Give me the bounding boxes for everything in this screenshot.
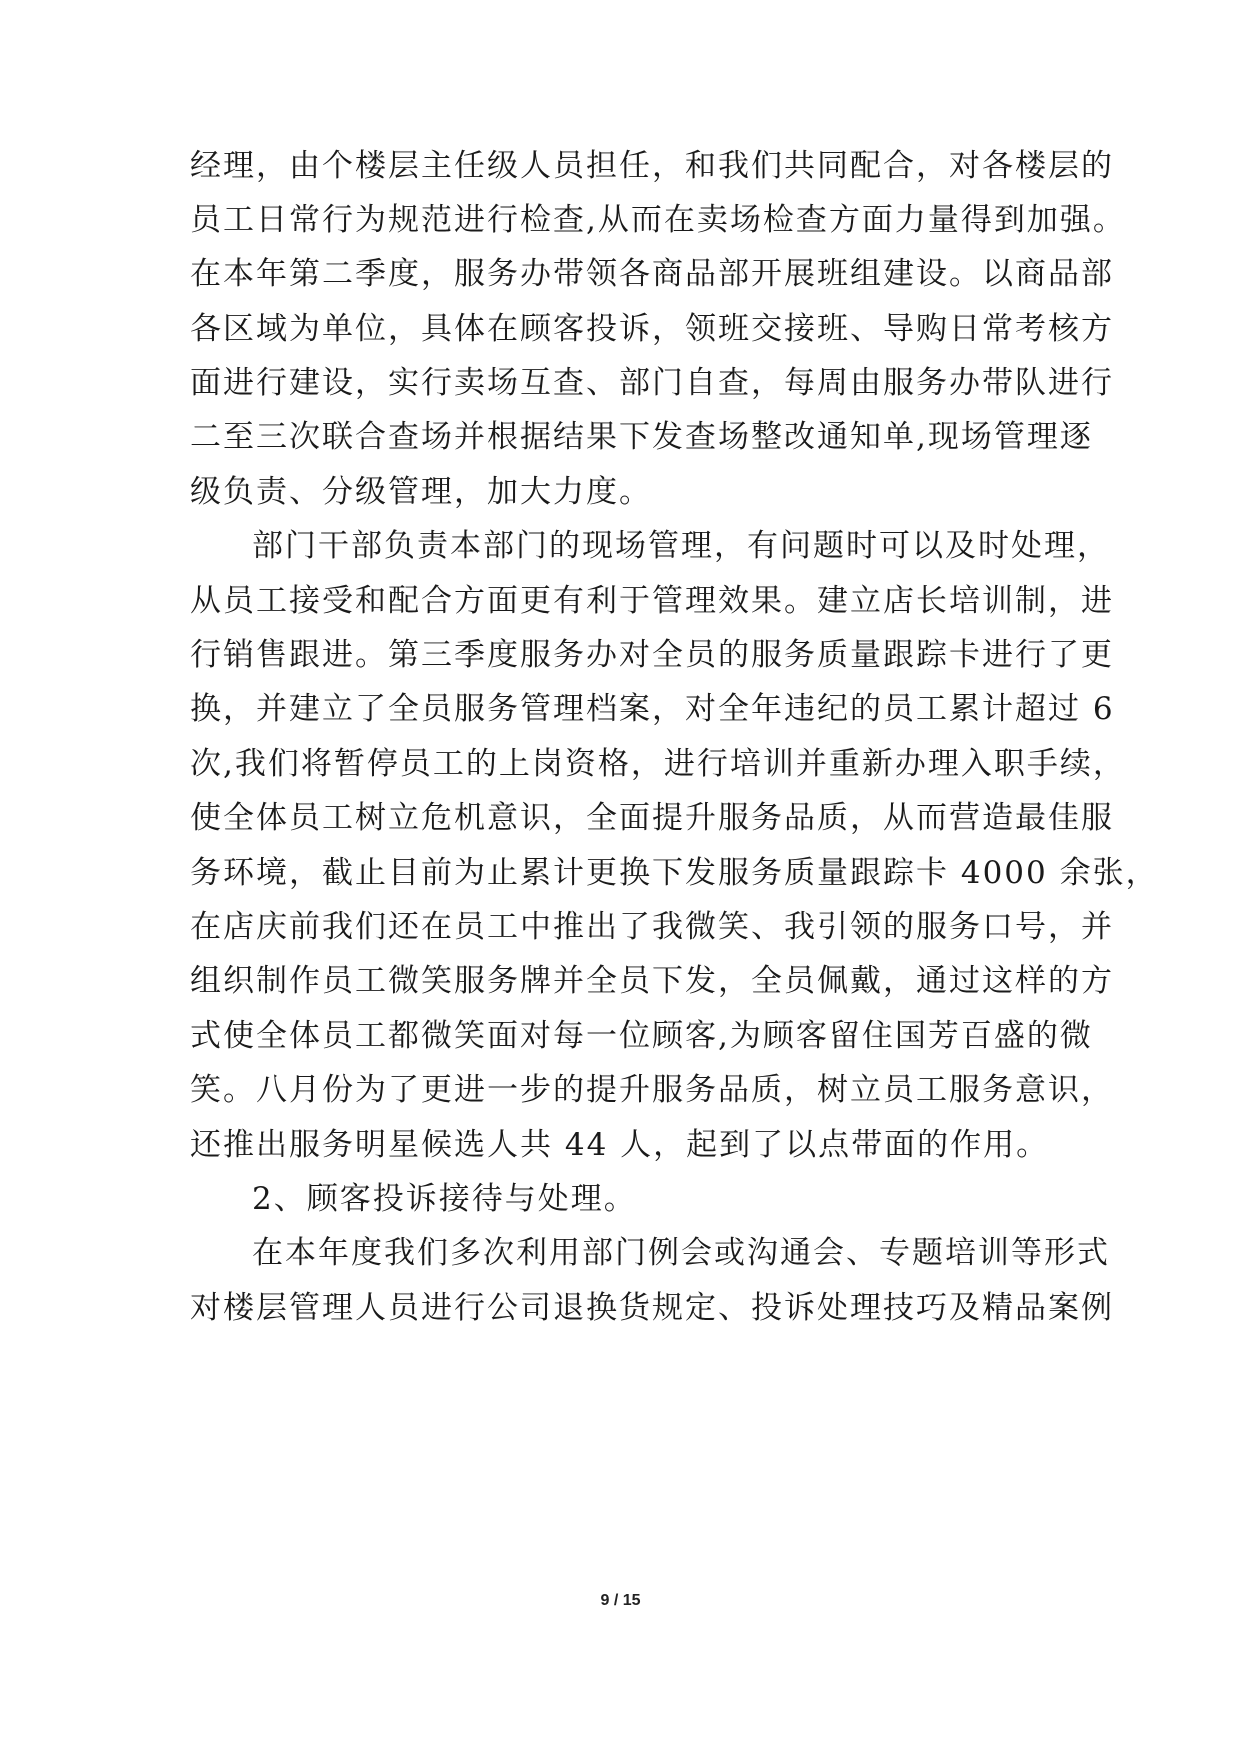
text-line: 组织制作员工微笑服务牌并全员下发，全员佩戴，通过这样的方 <box>190 963 1114 999</box>
text-line: 务环境，截止目前为止累计更换下发服务质量跟踪卡 4000 余张， <box>190 855 1159 891</box>
page-number: 9 / 15 <box>600 1592 641 1609</box>
text-line: 经理，由个楼层主任级人员担任，和我们共同配合，对各楼层的 <box>190 148 1114 184</box>
text-line: 在本年第二季度，服务办带领各商品部开展班组建设。以商品部 <box>190 256 1114 292</box>
text-line: 二至三次联合查场并根据结果下发查场整改通知单,现场管理逐 <box>190 419 1093 455</box>
text-line: 从员工接受和配合方面更有利于管理效果。建立店长培训制，进 <box>190 583 1114 619</box>
text-line: 各区域为单位，具体在顾客投诉，领班交接班、导购日常考核方 <box>190 311 1114 347</box>
text-line: 对楼层管理人员进行公司退换货规定、投诉处理技巧及精品案例 <box>190 1290 1114 1326</box>
text-line: 在店庆前我们还在员工中推出了我微笑、我引领的服务口号，并 <box>190 909 1114 945</box>
text-line: 级负责、分级管理，加大力度。 <box>190 474 652 510</box>
text-line: 部门干部负责本部门的现场管理，有问题时可以及时处理， <box>252 528 1110 564</box>
text-line: 换，并建立了全员服务管理档案，对全年违纪的员工累计超过 6 <box>190 691 1115 727</box>
text-line: 次,我们将暂停员工的上岗资格，进行培训并重新办理入职手续， <box>190 746 1126 782</box>
text-line: 2、顾客投诉接待与处理。 <box>252 1181 637 1217</box>
text-line: 行销售跟进。第三季度服务办对全员的服务质量跟踪卡进行了更 <box>190 637 1114 673</box>
text-line: 使全体员工树立危机意识，全面提升服务品质，从而营造最佳服 <box>190 800 1114 836</box>
text-line: 笑。八月份为了更进一步的提升服务品质，树立员工服务意识， <box>190 1072 1114 1108</box>
text-line: 式使全体员工都微笑面对每一位顾客,为顾客留住国芳百盛的微 <box>190 1018 1093 1054</box>
text-line: 还推出服务明星候选人共 44 人，起到了以点带面的作用。 <box>190 1127 1050 1163</box>
text-line: 面进行建设，实行卖场互查、部门自查，每周由服务办带队进行 <box>190 365 1114 401</box>
text-line: 员工日常行为规范进行检查,从而在卖场检查方面力量得到加强。 <box>190 202 1126 238</box>
text-line: 在本年度我们多次利用部门例会或沟通会、专题培训等形式 <box>252 1235 1110 1271</box>
